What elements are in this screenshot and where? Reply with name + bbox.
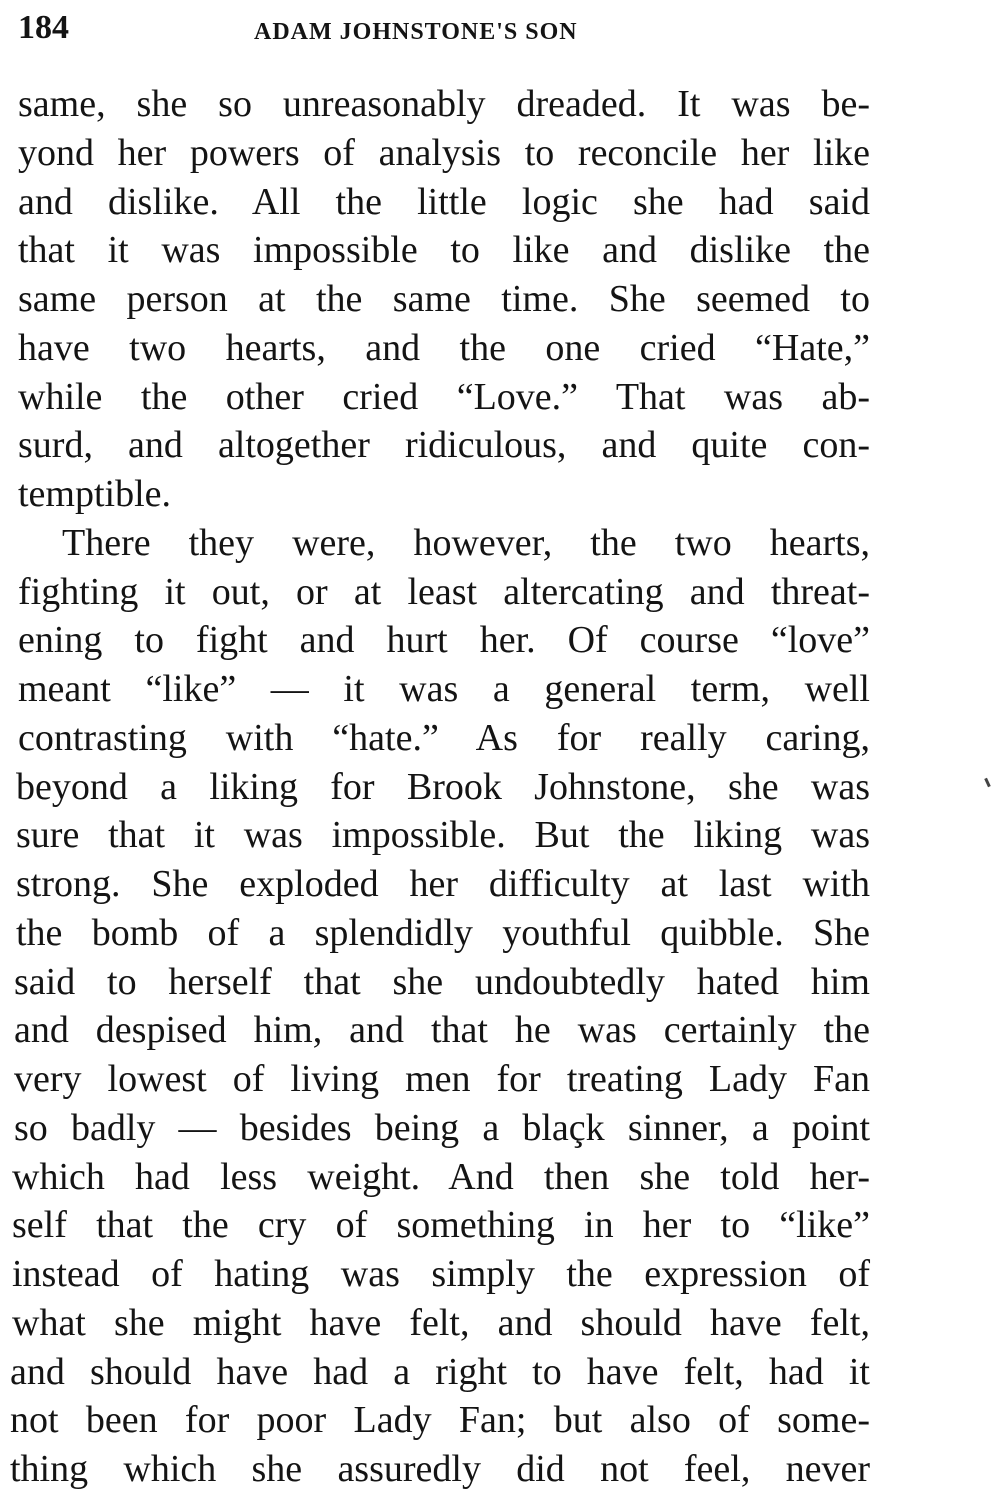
text-line: self that the cry of something in her to “like” — [12, 1204, 870, 1247]
text-line: and dislike. All the little logic she had said — [18, 180, 870, 223]
text-line: while the other cried “Love.” That was ab- — [18, 375, 870, 418]
text-line: and should have had a right to have felt, had it — [10, 1350, 870, 1393]
text-line: surd, and altogether ridiculous, and quite con- — [18, 424, 870, 467]
text-line: fighting it out, or at least altercating and threat- — [18, 570, 870, 613]
text-line: yond her powers of analysis to reconcile her like — [18, 131, 870, 174]
text-line: meant “like” — it was a general term, well — [18, 668, 870, 710]
text-line: instead of hating was simply the expression of — [12, 1253, 870, 1295]
text-line: what she might have felt, and should have felt, — [12, 1301, 870, 1344]
text-line: same person at the same time. She seemed to — [18, 278, 870, 320]
text-line: which had less weight. And then she told her- — [12, 1155, 870, 1198]
text-line: ening to fight and hurt her. Of course “love” — [18, 619, 870, 662]
text-line: have two hearts, and the one cried “Hate,” — [18, 326, 870, 369]
text-line: that it was impossible to like and dislike the — [18, 229, 870, 272]
text-line: contrasting with “hate.” As for really caring, — [18, 716, 870, 759]
text-line: temptible. — [18, 473, 172, 515]
page-number: 184 — [18, 9, 69, 46]
text-line: thing which she assuredly did not feel, never — [10, 1448, 870, 1490]
text-line: sure that it was impossible. But the liking was — [16, 814, 870, 857]
text-line: so badly — besides being a blaçk sinner, a point — [14, 1106, 870, 1149]
page-header — [18, 8, 858, 48]
text-line: said to herself that she undoubtedly hated him — [14, 960, 870, 1003]
text-line: not been for poor Lady Fan; but also of some- — [10, 1399, 870, 1442]
body-text — [10, 80, 870, 1494]
text-line: the bomb of a splendidly youthful quibble. She — [16, 911, 870, 954]
text-line: very lowest of living men for treating Lady Fan — [14, 1058, 870, 1100]
scan-speck-mark — [984, 778, 991, 787]
text-line: and despised him, and that he was certainly the — [14, 1009, 870, 1052]
running-title: ADAM JOHNSTONE'S SON — [254, 19, 578, 45]
text-line: strong. She exploded her difficulty at last with — [16, 863, 870, 905]
paragraph-first-line: There they were, however, the two hearts, — [62, 521, 870, 564]
text-line: same, she so unreasonably dreaded. It was be- — [18, 83, 870, 125]
text-line: beyond a liking for Brook Johnstone, she was — [16, 765, 870, 808]
